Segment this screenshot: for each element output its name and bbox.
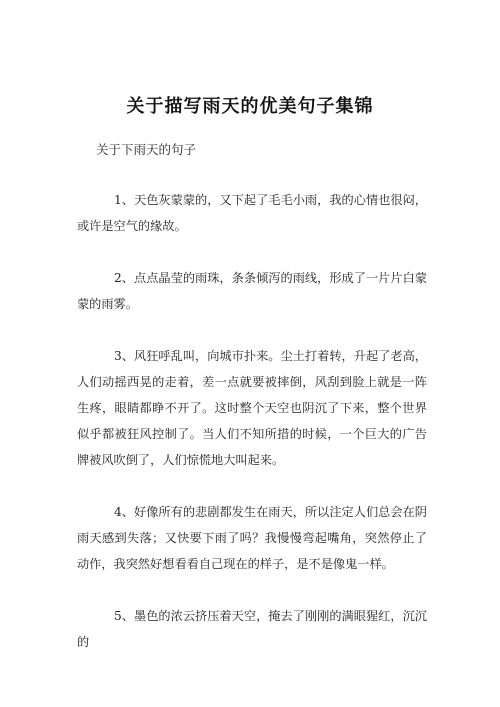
paragraph-4: 4、好像所有的悲剧都发生在雨天，所以注定人们总会在阴雨天感到失落；又快要下雨了吗？我慢慢弯起嘴角，突然停止了动作，我突然好想看看自己现在的样子，是不是像鬼一样。 <box>77 505 427 571</box>
paragraph-5: 5、墨色的浓云挤压着天空，掩去了刚刚的满眼猩红，沉沉的 <box>77 609 427 649</box>
paragraph-2: 2、点点晶莹的雨珠，条条倾泻的雨线，形成了一片片白蒙蒙的雨雾。 <box>77 271 427 311</box>
section-subtitle: 关于下雨天的句子 <box>96 142 197 157</box>
paragraph-1: 1、天色灰蒙蒙的，又下起了毛毛小雨，我的心情也很闷，或许是空气的缘故。 <box>77 193 427 233</box>
document-title: 关于描写雨天的优美句子集锦 <box>126 96 374 117</box>
paragraph-3: 3、风狂呼乱叫，向城市扑来。尘土打着转，升起了老高，人们动摇西晃的走着，差一点就要被摔倒，风刮到脸上就是一阵生疼，眼睛都睁不开了。这时整个天空也阴沉了下来，整个世界似乎都被狂风控制了。当人们不知所措的时候，一个巨大的广告牌被风吹倒了，人们惊慌地大叫起来。 <box>77 349 427 467</box>
